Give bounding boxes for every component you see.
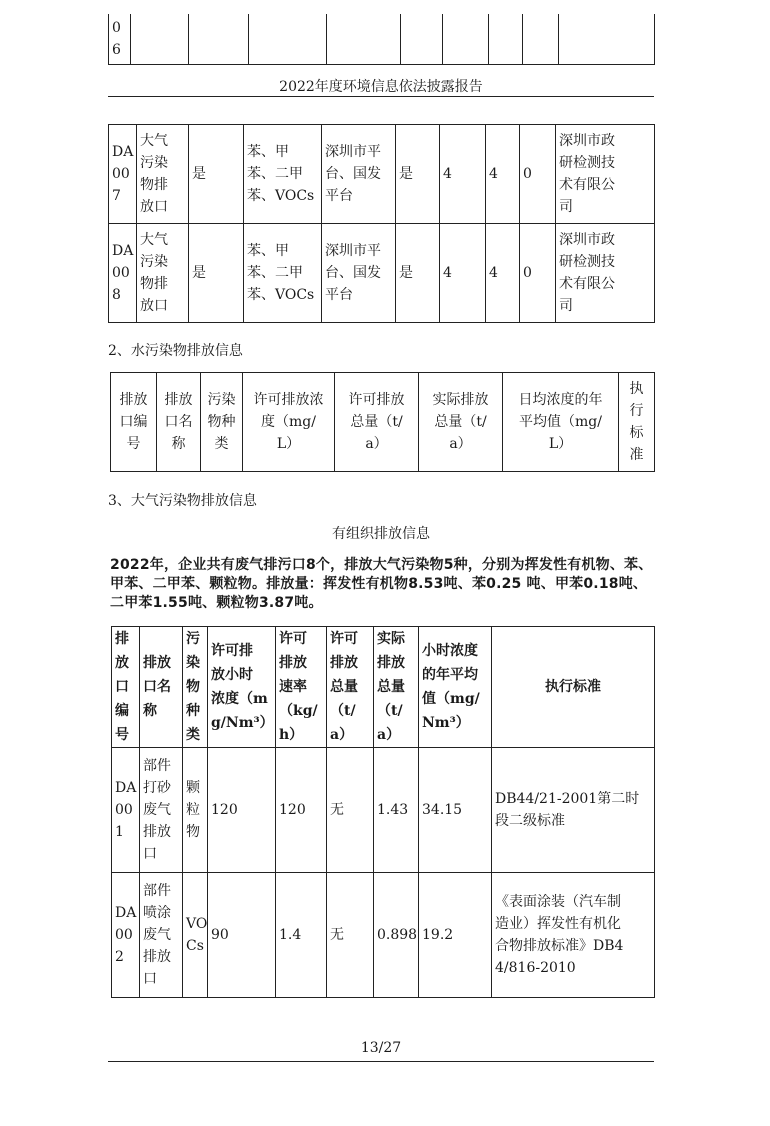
table-cell: 0.898 — [374, 873, 419, 998]
table-cell: 排放 口名 称 — [157, 373, 201, 472]
table-cell: 执 行 标 准 — [619, 373, 655, 472]
table-cell: DA 00 7 — [109, 125, 137, 224]
table-cell: 许可排 放小时 浓度（m g/Nm³） — [208, 627, 276, 748]
table-cell: 深圳市平 台、国发 平台 — [322, 224, 396, 323]
page-number: 13/27 — [360, 1040, 402, 1056]
page-header-title: 2022年度环境信息依法披露报告 — [279, 79, 483, 95]
summary-paragraph: 2022年，企业共有废气排污口8个，排放大气污染物5种，分别为挥发性有机物、苯、甲苯、二甲苯、颗粒物。排放量：挥发性有机物8.53吨、苯0.25 吨、甲苯0.18吨、二甲苯1.55吨、颗粒物3.87吨。 — [110, 557, 653, 611]
table-cell: 是 — [396, 125, 440, 224]
table-row — [112, 873, 655, 998]
table-header-row — [111, 373, 655, 472]
outlet-monitoring-table — [108, 124, 655, 323]
table-cell: 大气 污染 物排 放口 — [137, 125, 189, 224]
table-cell: 无 — [327, 873, 374, 998]
table-cell: 34.15 — [419, 748, 492, 873]
table-cell: 0 6 — [109, 14, 131, 65]
table-cell: 深圳市政 研检测技 术有限公 司 — [556, 125, 655, 224]
table-cell: 苯、甲 苯、二甲 苯、VOCs — [244, 125, 322, 224]
table-cell: 0 — [520, 125, 556, 224]
table-header-row — [112, 627, 655, 748]
subtitle: 有组织排放信息 — [332, 526, 430, 542]
section2-title: 2、水污染物排放信息 — [108, 343, 243, 359]
table-cell: 4 — [486, 224, 520, 323]
table-cell: 排 放 口 编 号 — [112, 627, 140, 748]
air-pollutant-table — [111, 626, 655, 998]
table-cell: 深圳市平 台、国发 平台 — [322, 125, 396, 224]
table-cell: 0 — [520, 224, 556, 323]
table-row — [109, 125, 655, 224]
table-cell: 4 — [486, 125, 520, 224]
table-cell: DA 00 1 — [112, 748, 140, 873]
table-cell: 小时浓度 的年平均 值（mg/ Nm³） — [419, 627, 492, 748]
water-pollutant-table — [110, 372, 655, 472]
table-cell: 污染 物种 类 — [201, 373, 243, 472]
table-cell: 无 — [327, 748, 374, 873]
table-cell: 许可排放 总量（t/ a） — [335, 373, 419, 472]
table-cell: 部件 打砂 废气 排放 口 — [140, 748, 183, 873]
header-rule — [108, 96, 654, 97]
table-cell: DB44/21-2001第二时 段二级标准 — [492, 748, 655, 873]
table-cell: DA 00 8 — [109, 224, 137, 323]
table-cell: 是 — [396, 224, 440, 323]
table-cell: 《表面涂装（汽车制 造业）挥发性有机化 合物排放标准》DB4 4/816-2010 — [492, 873, 655, 998]
table-cell: VO Cs — [183, 873, 208, 998]
table-cell: 是 — [189, 125, 244, 224]
table-cell: 许可排放浓 度（mg/ L） — [243, 373, 335, 472]
table-cell: 深圳市政 研检测技 术有限公 司 — [556, 224, 655, 323]
table-cell: 许可 排放 速率 （kg/ h） — [276, 627, 327, 748]
table-cell: 实际 排放 总量 （t/ a） — [374, 627, 419, 748]
table-row — [109, 224, 655, 323]
section3-title: 3、大气污染物排放信息 — [108, 493, 257, 509]
table-cell: 120 — [208, 748, 276, 873]
table-cell: 4 — [440, 224, 486, 323]
table-cell: 1.4 — [276, 873, 327, 998]
table-cell: 大气 污染 物排 放口 — [137, 224, 189, 323]
table-cell: 日均浓度的年 平均值（mg/ L） — [503, 373, 619, 472]
table-cell: DA 00 2 — [112, 873, 140, 998]
table-row — [112, 748, 655, 873]
table-cell: 90 — [208, 873, 276, 998]
table-cell: 颗 粒 物 — [183, 748, 208, 873]
table-cell: 4 — [440, 125, 486, 224]
table-cell: 污 染 物 种 类 — [183, 627, 208, 748]
table-cell: 19.2 — [419, 873, 492, 998]
top-fragment-table — [108, 14, 655, 65]
table-cell: 许可 排放 总量 （t/ a） — [327, 627, 374, 748]
table-cell: 苯、甲 苯、二甲 苯、VOCs — [244, 224, 322, 323]
table-cell: 1.43 — [374, 748, 419, 873]
table-cell: 实际排放 总量（t/ a） — [419, 373, 503, 472]
table-cell: 排放 口编 号 — [111, 373, 157, 472]
footer-rule — [108, 1061, 654, 1062]
table-cell: 120 — [276, 748, 327, 873]
table-cell: 执行标准 — [492, 627, 655, 748]
table-cell: 排放 口名 称 — [140, 627, 183, 748]
table-cell: 是 — [189, 224, 244, 323]
table-cell: 部件 喷涂 废气 排放 口 — [140, 873, 183, 998]
